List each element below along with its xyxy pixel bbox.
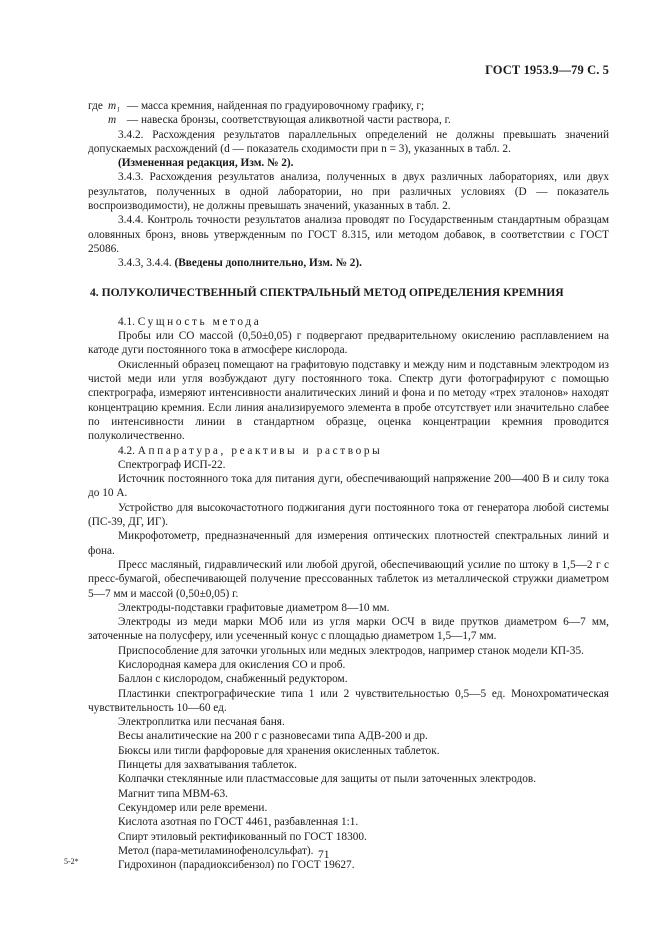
- page-number: 71: [318, 849, 330, 861]
- equipment-item: Устройство для высокочастотного поджигания дуги постоянного тока от генератора любой системы (ПС-39, ДГ, ИГ).: [88, 501, 609, 529]
- equipment-item: Кислота азотная по ГОСТ 4461, разбавленная 1:1.: [118, 816, 359, 829]
- print-mark: 5-2*: [64, 857, 79, 866]
- equipment-item: Пресс масляный, гидравлический или любой другой, обеспечивающий усилие по штоку в 1,5—2 г с пресс-бумагой, обеспечивающей получение прессованных таблеток из металлической стружки диаметром 5—7 мм и массой (0,50±0,05) г.: [88, 558, 609, 600]
- clause-3-4-2-note: (Измененная редакция, Изм. № 2).: [118, 157, 294, 170]
- page-header: ГОСТ 1953.9—79 С. 5: [485, 63, 609, 77]
- clause-3-4-2: 3.4.2. Расхождения результатов параллельных определений не должны превышать значений допускаемых расхождений (d — показатель сходимости при n = 3), указанных в табл. 2.: [88, 128, 609, 155]
- equipment-item: Электроплитка или песчаная баня.: [118, 716, 285, 729]
- page-content: [88, 99, 609, 872]
- clause-3-4-3: 3.4.3. Расхождения результатов анализа, полученных в двух различных лабораториях, или двух результатов, полученных в одной лаборатории, но при различных условиях (D — показатель воспроизводимости), не должны превышать значений, указанных в табл. 2.: [88, 171, 609, 213]
- equipment-item: Секундомер или реле времени.: [118, 801, 268, 814]
- equipment-item: Пинцеты для захватывания таблеток.: [118, 759, 297, 772]
- clause-3-4-3-4-note: 3.4.3, 3.4.4. (Введены дополнительно, Изм. № 2).: [118, 257, 362, 270]
- definition-m: m — навеска бронзы, соответствующая аликвотной части раствора, г.: [108, 114, 451, 127]
- subsection-4-1-paragraph-2: Окисленный образец помещают на графитовую подставку и между ним и подставным электродом из чистой меди или угля возбуждают дугу постоянного тока. Спектр дуги фотографируют с помощью спектрографа, измеряют интенсивности аналитических линий и фона и по методу «трех эталонов» находят концентрацию кремния. Если линия анализируемого элемента в пробе отсутствует или значительно слабее по интенсивности линии в стандартном образце, оценка концентрации кремния проводится полуколичественно.: [88, 358, 609, 443]
- clause-3-4-4: 3.4.4. Контроль точности результатов анализа проводят по Государственным стандартным образцам оловянных бронз, вновь утвержденным по ГОСТ 8.315, или методом добавок, в соответствии с ГОСТ 25086.: [88, 214, 609, 255]
- equipment-item: Весы аналитические на 200 г с разновесами типа АДВ-200 и др.: [118, 730, 428, 743]
- equipment-item: Электроды-подставки графитовые диаметром 8—10 мм.: [118, 601, 390, 614]
- equipment-item: Кислородная камера для окисления СО и проб.: [118, 658, 346, 671]
- definition-m1: где m₁ — масса кремния, найденная по градуировочному графику, г;: [88, 100, 425, 112]
- equipment-item: Источник постоянного тока для питания дуги, обеспечивающий напряжение 200—400 В и силу тока до 10 А.: [88, 473, 609, 500]
- equipment-item: Спектрограф ИСП-22.: [118, 458, 226, 471]
- equipment-item: Колпачки стеклянные или пластмассовые для защиты от пыли заточенных электродов.: [118, 773, 537, 786]
- equipment-item: Магнит типа МВМ-63.: [118, 787, 228, 800]
- equipment-item: Гидрохинон (парадиоксибензол) по ГОСТ 19627.: [118, 859, 355, 872]
- equipment-item: Спирт этиловый ректификованный по ГОСТ 18300.: [118, 830, 367, 843]
- equipment-item: Микрофотометр, предназначенный для измерения оптических плотностей спектральных линий и фона.: [88, 530, 609, 557]
- subsection-4-2-title: 4.2. Аппаратура, реактивы и растворы: [118, 444, 383, 457]
- equipment-item: Метол (пара-метиламинофенолсульфат).: [118, 844, 314, 857]
- subsection-4-1-paragraph-1: Пробы или СО массой (0,50±0,05) г подвергают предварительному окислению расплавлением на катоде дуги постоянного тока в атмосфере кислорода.: [88, 330, 609, 357]
- equipment-item: Электроды из меди марки МОб или из угля марки ОСЧ в виде прутков диаметром 6—7 мм, заточенные на полусферу, или усеченный конус с площадью диаметром 1,5—1,7 мм.: [88, 616, 609, 643]
- equipment-item: Пластинки спектрографические типа 1 или 2 чувствительностью 0,5—5 ед. Монохроматическая чувствительность 10—60 ед.: [88, 687, 609, 714]
- equipment-item: Бюксы или тигли фарфоровые для хранения окисленных таблеток.: [118, 744, 440, 757]
- equipment-item: Баллон с кислородом, снабженный редуктором.: [118, 673, 348, 686]
- section-4-heading: 4. ПОЛУКОЛИЧЕСТВЕННЫЙ СПЕКТРАЛЬНЫЙ МЕТОД ОПРЕДЕЛЕНИЯ КРЕМНИЯ: [90, 285, 564, 299]
- equipment-item: Приспособление для заточки угольных или медных электродов, например станок модели КП-35.: [118, 644, 584, 657]
- subsection-4-1-title: 4.1. Сущность метода: [118, 315, 262, 328]
